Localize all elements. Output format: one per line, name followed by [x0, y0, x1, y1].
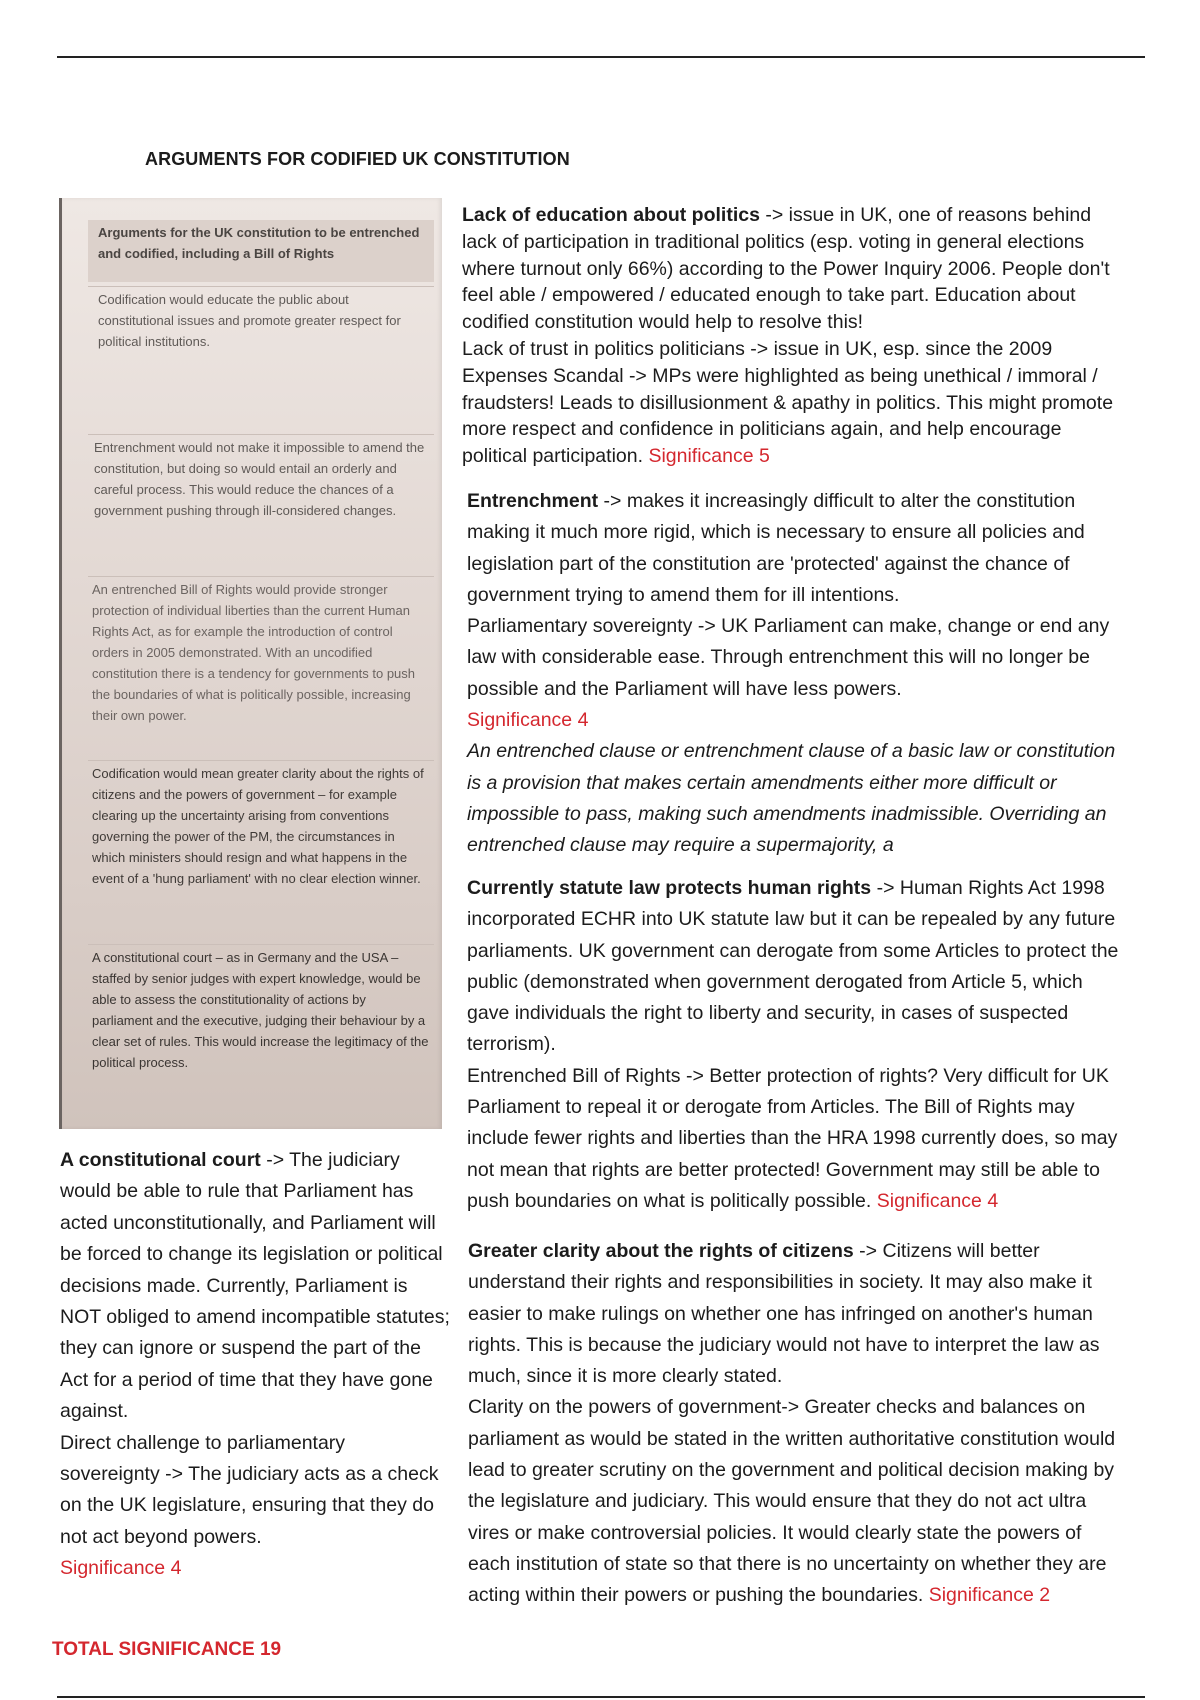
bottom-rule — [57, 1696, 1145, 1698]
section-education — [462, 202, 1117, 470]
education-text-1: -> issue in UK, one of reasons behind lack of participation in traditional politics (esp. voting in general elections where turnout only 66%) according to the Power Inquiry 2006. People don't feel able / empowered / educated enough to take part. Education about codified constitution would help to resolve this! — [462, 204, 1110, 334]
education-significance: Significance 5 — [648, 445, 770, 468]
photo-heading: Arguments for the UK constitution to be entrenched and codified, including a Bill of Rights — [88, 220, 434, 282]
textbook-photo — [59, 198, 442, 1129]
rights-paragraph-1 — [467, 873, 1127, 1061]
section-constitutional-court — [60, 1145, 450, 1585]
court-text-1: -> The judiciary would be able to rule that Parliament has acted unconstitutionally, and Parliament will be forced to change its legislation or political decisions made. Currently, Parliament is NOT obliged to amend incompatible statutes; they can ignore or suspend the part of the Act for a period of time that they have gone against. — [60, 1149, 450, 1423]
rights-lead: Currently statute law protects human rights — [467, 877, 872, 899]
photo-box-bill-of-rights: An entrenched Bill of Rights would provide stronger protection of individual liberties than the current Human Rights Act, as for example the introduction of control orders in 2005 demonstrated. With an uncodified constitution there is a tendency for governments to push the boundaries of what is politically possible, increasing their own power. — [88, 576, 434, 754]
education-text-2: Lack of trust in politics politicians -> issue in UK, esp. since the 2009 Expenses Scandal -> MPs were highlighted as being unethical / immoral / fraudsters! Leads to disillusionment & apathy in politics. This might promote more respect and confidence in politicians again, and help encourage political participation. — [462, 337, 1114, 468]
clarity-paragraph-1 — [468, 1236, 1128, 1392]
clarity-significance: Significance 2 — [928, 1584, 1051, 1607]
court-paragraph-1 — [60, 1145, 450, 1428]
rights-significance: Significance 4 — [876, 1189, 999, 1212]
education-paragraph-1 — [462, 202, 1117, 336]
clarity-paragraph-2 — [468, 1392, 1128, 1611]
entrenchment-definition: An entrenched clause or entrenchment clause of a basic law or constitution is a provision that makes certain amendments either more difficult or impossible to pass, making such amendments inadmissible. Overriding an entrenched clause may require a supermajority, a — [467, 740, 1116, 857]
photo-box-entrenchment: Entrenchment would not make it impossible to amend the constitution, but doing so would entail an orderly and careful process. This would reduce the chances of a government pushing through ill-considered changes. — [88, 434, 434, 564]
clarity-text-2: Clarity on the powers of government-> Greater checks and balances on parliament as would be stated in the written authoritative constitution would lead to greater scrutiny on the government and political decision making by the legislature and judiciary. This would ensure that they do not act ultra vires or make controversial policies. It would clearly state the powers of each institution of state so that there is no uncertainty on whether they are acting within their powers or pushing the boundaries. — [468, 1396, 1116, 1607]
entrenchment-paragraph-2: Parliamentary sovereignty -> UK Parliament can make, change or end any law with considerable ease. Through entrenchment this will no longer be possible and the Parliament will have less powers. — [467, 615, 1110, 700]
entrenchment-text-1: -> makes it increasingly difficult to alter the constitution making it much more rigid, which is necessary to ensure all policies and legislation part of the constitution are 'protected' against the chance of government trying to amend them for ill intentions. — [467, 490, 1085, 606]
total-significance: TOTAL SIGNIFICANCE 19 — [52, 1639, 282, 1660]
clarity-text-1: -> Citizens will better understand their rights and responsibilities in society. It may also make it easier to make rulings on whether one has infringed on another's human rights. This is because the judiciary would not have to interpret the law as much, since it is more clearly stated. — [468, 1240, 1100, 1388]
photo-box-clarity: Codification would mean greater clarity about the rights of citizens and the powers of government – for example clearing up the uncertainty arising from conventions governing the power of the PM, the circumstances in which ministers should resign and what happens in the event of a 'hung parliament' with no clear election winner. — [88, 760, 434, 938]
entrenchment-paragraph-1 — [467, 486, 1127, 611]
rights-paragraph-2 — [467, 1061, 1127, 1217]
section-human-rights — [467, 873, 1127, 1217]
photo-box-education: Codification would educate the public about constitutional issues and promote greater respect for political institutions. — [88, 286, 434, 416]
rights-text-1: -> Human Rights Act 1998 incorporated ECHR into UK statute law but it can be repealed by any future parliaments. UK government can derogate from some Articles to protect the public (demonstrated when government derogated from Article 5, which gave individuals the right to liberty and security, in cases of suspected terrorism). — [467, 877, 1119, 1056]
page-title: ARGUMENTS FOR CODIFIED UK CONSTITUTION — [145, 149, 570, 169]
photo-box-constitutional-court: A constitutional court – as in Germany and the USA – staffed by senior judges with expert knowledge, would be able to assess the constitutionality of actions by parliament and the executive, judging their behaviour by a clear set of rules. This would increase the legitimacy of the political process. — [88, 944, 434, 1104]
entrenchment-significance: Significance 4 — [467, 709, 589, 732]
section-entrenchment — [467, 486, 1127, 862]
court-lead: A constitutional court — [60, 1149, 261, 1171]
education-lead: Lack of education about politics — [462, 204, 760, 226]
top-rule — [57, 56, 1145, 58]
education-paragraph-2 — [462, 336, 1117, 470]
section-clarity — [468, 1236, 1128, 1612]
court-significance: Significance 4 — [60, 1557, 182, 1580]
clarity-lead: Greater clarity about the rights of citizens — [468, 1240, 854, 1262]
entrenchment-lead: Entrenchment — [467, 490, 599, 512]
rights-text-2: Entrenched Bill of Rights -> Better protection of rights? Very difficult for UK Parliament to repeal it or derogate from Articles. The Bill of Rights may include fewer rights and liberties than the HRA 1998 currently does, so may not mean that rights are better protected! Government may still be able to push boundaries on what is politically possible. — [467, 1064, 1118, 1212]
court-paragraph-2: Direct challenge to parliamentary sovereignty -> The judiciary acts as a check on the UK legislature, ensuring that they do not act beyond powers. — [60, 1431, 439, 1548]
